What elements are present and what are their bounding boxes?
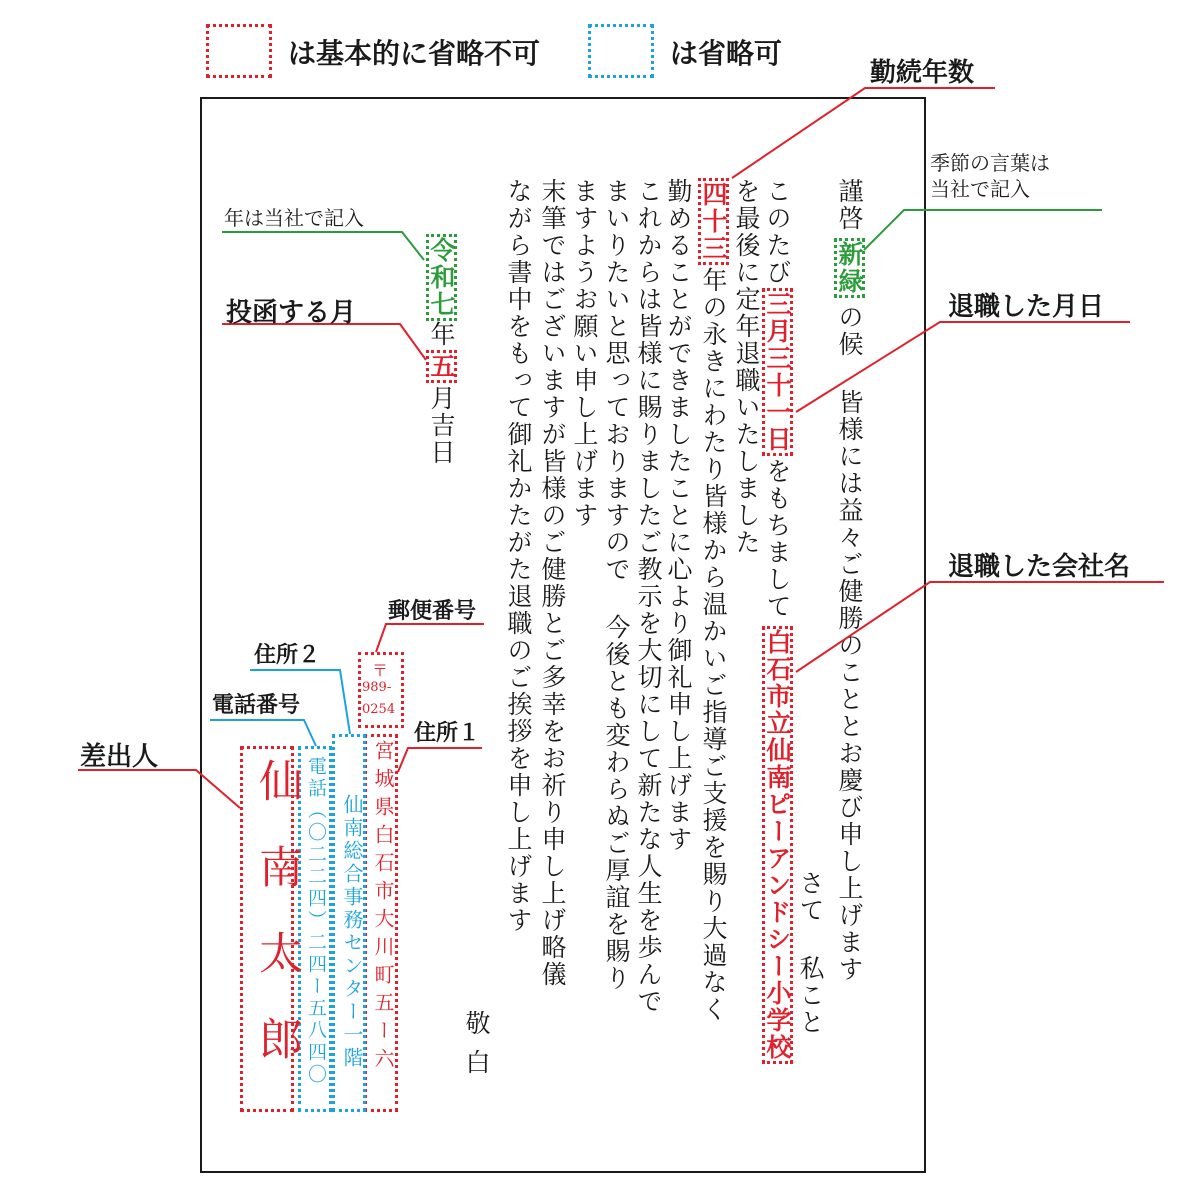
legend-optional-swatch [588,24,654,78]
letter-column-3 [762,178,793,1064]
callout-address2: 住所２ [254,643,321,668]
season-word: 新緑 [834,238,865,298]
letter-column-1 [834,178,865,983]
letter-column-9 [572,178,597,529]
letter-column-2 [798,870,823,1036]
legend-optional-label: は省略可 [670,37,783,70]
column8-text: まいりたいと思っておりますので 今後とも変わらぬご厚誼を賜り [602,178,631,992]
postal-code-second: 0254 [362,702,396,717]
column7-text: これからは皆様に賜りましたご教示を大切にして新たな人生を歩んで [634,178,663,1015]
opening-word: 謹啓 [835,178,864,232]
column4-text: を最後に定年退職いたしました [732,178,761,556]
letter-column-6 [666,178,691,853]
letter-column-11 [506,178,531,934]
retire-date-box: 三月三十一日 [762,288,793,456]
letter-column-5 [698,178,729,1023]
letter-column-7 [636,178,661,1015]
opening-phrase: さて 私こと [796,870,825,1036]
legend-required-label: は基本的に省略不可 [288,37,541,70]
letter-column-4 [734,178,759,556]
month-box: 五 [426,350,457,383]
callout-season-words: 季節の言葉は 当社で記入 [930,151,1050,201]
callout-sender: 差出人 [80,742,159,772]
callout-company-name: 退職した会社名 [948,552,1131,582]
column6-text: 勤めることができましたことに心より御礼申し上げます [664,178,693,853]
callout-retire-date: 退職した月日 [948,292,1105,322]
legend-required-swatch [206,24,272,78]
era-year-box: 令和七 [426,234,457,321]
letter-column-8 [604,178,629,992]
month-suffix: 月吉日 [427,385,456,466]
postal-code-first: 989- [362,680,392,695]
callout-phone: 電話番号 [212,693,301,718]
column11-text: ながら書中をもって御礼かたがた退職のご挨拶を申し上げます [504,178,533,934]
column9-text: ますようお願い申し上げます [570,178,599,529]
callout-service-years: 勤続年数 [870,58,975,88]
date-column [426,234,457,466]
address1-text: 宮城県白石市大川町五ー六 [371,740,395,1076]
year-suffix: 年 [427,321,456,348]
column3-lead: このたび [763,178,792,286]
closing-word: 敬白 [462,1010,491,1088]
column3-tail: をもちまして [763,458,792,620]
phone-text: 電話（〇二二四）二四ー五八四〇 [305,756,327,1086]
column5-text: 年の永きにわたり皆様から温かいご指導ご支援を賜り大過なく [699,267,728,1023]
column10-text: 末筆ではございますが皆様のご健勝とご多幸をお祈り申し上げ略儀 [538,178,567,988]
callout-address1: 住所１ [414,721,481,746]
callout-post-month: 投函する月 [226,298,357,328]
service-years-box: 四十三 [698,178,729,265]
sender-name: 仙南太郎 [251,758,302,1102]
postal-mark: 〒 [372,661,389,680]
greeting-text: の候 皆様には益々ご健勝のこととお慶び申し上げます [835,304,864,983]
company-name-box: 白石市立仙南ピーアンドシー小学校 [762,626,793,1064]
address2-text: 仙南総合事務センター一階 [340,794,364,1070]
letter-column-10 [540,178,565,988]
callout-postal-code: 郵便番号 [388,599,477,624]
callout-year-note: 年は当社で記入 [224,206,364,230]
